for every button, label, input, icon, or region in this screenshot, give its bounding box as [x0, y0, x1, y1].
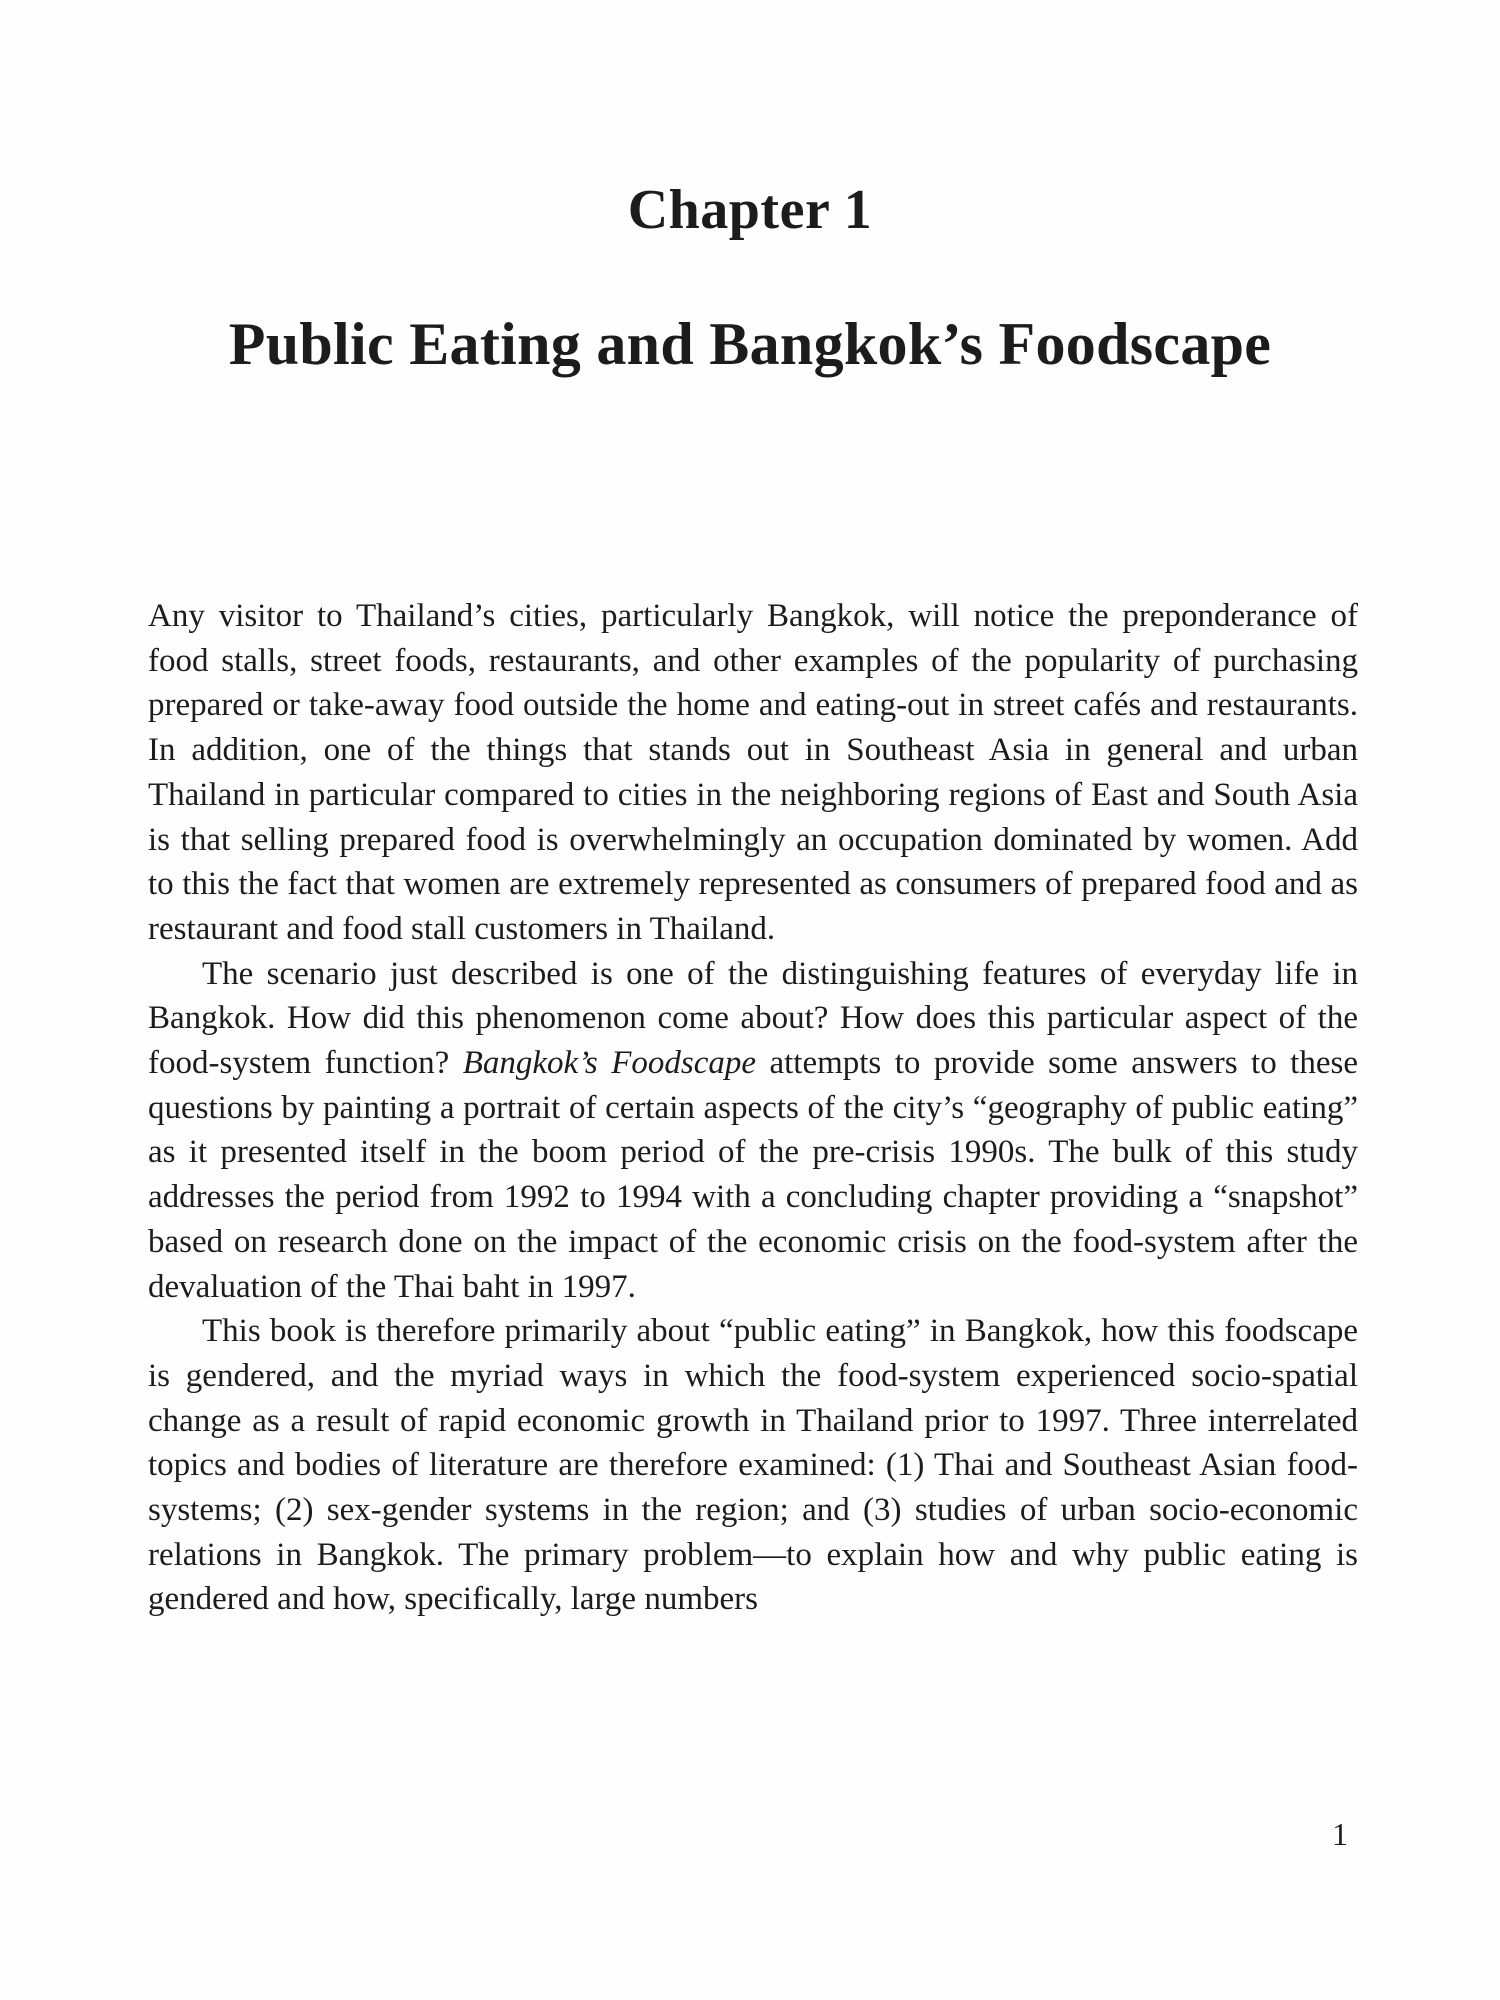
paragraph-3: This book is therefore primarily about “public eating” in Bangkok, how this foodscape is gendered, and the myriad ways in which the food-system experienced socio-spatial change as a result of rapid economic growth in Thailand prior to 1997. Three interrelated topics and bodies of literature are therefore examined: (1) Thai and Southeast Asian food-systems; (2) sex-gender systems in the region; and (3) studies of urban socio-economic relations in Bangkok. The primary problem—to explain how and why public eating is gendered and how, specifically, large numbers	[148, 1313, 1358, 1618]
paragraph-2-text-before: The scenario just described is one of the distinguishing features of everyday life in Bangkok. How did this phenomenon come about? How does this particular aspect of the food-system function?	[148, 955, 1358, 1082]
paragraph-2-text-after: attempts to provide some answers to these questions by painting a portrait of certain aspects of the city’s “geography of public eating” as it presented itself in the boom period of the pre-crisis 1990s. The bulk of this study addresses the period from 1992 to 1994 with a concluding chapter providing a “snapshot” based on research done on the impact of the economic crisis on the food-system after the devaluation of the Thai baht in 1997.	[148, 1045, 1358, 1305]
paragraph-1: Any visitor to Thailand’s cities, particularly Bangkok, will notice the preponderance of food stalls, street foods, restaurants, and other examples of the popularity of purchasing prepared or take-away food outside the home and eating-out in street cafés and restaurants. In addition, one of the things that stands out in Southeast Asia in general and urban Thailand in particular compared to cities in the neighboring regions of East and South Asia is that selling prepared food is overwhelmingly an occupation dominated by women. Add to this the fact that women are extremely represented as consumers of prepared food and as restaurant and food stall customers in Thailand.	[148, 598, 1358, 947]
chapter-label: Chapter 1	[627, 179, 873, 241]
chapter-title: Public Eating and Bangkok’s Foodscape	[228, 311, 1272, 377]
book-title-italic: Bangkok’s Foodscape	[462, 1045, 756, 1082]
paragraph-2	[148, 952, 1358, 1310]
body-text	[148, 594, 1358, 1622]
page-number: 1	[1332, 1816, 1348, 1852]
